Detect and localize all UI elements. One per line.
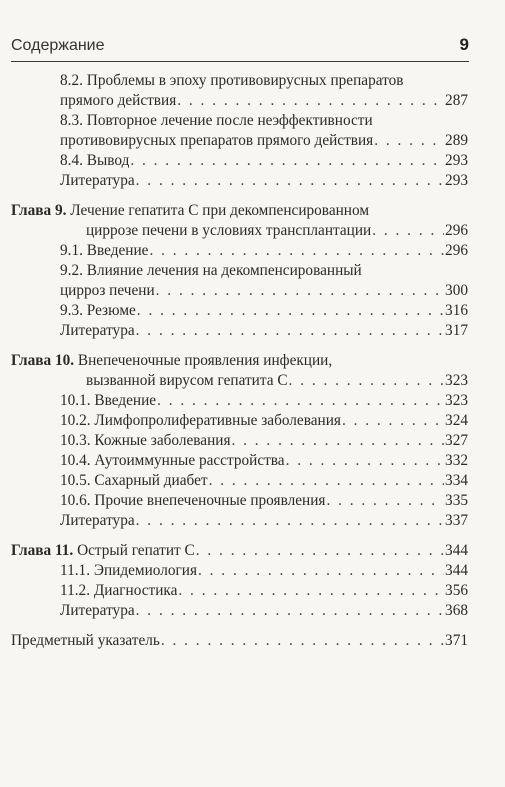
toc-entry-text: Литература xyxy=(60,322,135,339)
toc-entry-page: 323 xyxy=(445,392,468,409)
toc-entry-10-5 xyxy=(60,471,468,491)
toc-entry-page: 344 xyxy=(445,562,468,579)
leader-dots xyxy=(198,561,444,581)
toc-entry-page: 334 xyxy=(445,472,468,489)
chapter-title-first-line: Лечение гепатита С при декомпенсированном xyxy=(70,202,370,219)
leader-dots xyxy=(136,601,444,621)
toc-entry-text: Литература xyxy=(60,512,135,529)
toc-entry-page: 371 xyxy=(445,632,468,649)
toc-entry-text: 8.4. Вывод xyxy=(60,152,130,169)
toc-entry-references-ch11 xyxy=(60,601,468,621)
leader-dots xyxy=(130,151,444,171)
toc-entry-text: 9.3. Резюме xyxy=(60,302,136,319)
leader-dots xyxy=(286,451,444,471)
leader-dots xyxy=(289,371,445,391)
page-number: 9 xyxy=(459,35,469,54)
toc-entry-text: циррозе печени в условиях трансплантации xyxy=(86,222,372,239)
toc-chapter-11 xyxy=(11,541,468,561)
toc-entry-text: Предметный указатель xyxy=(11,632,160,649)
leader-dots xyxy=(136,321,444,341)
chapter-title-first-line: Внепеченочные проявления инфекции, xyxy=(77,352,333,369)
toc-entry-page: 317 xyxy=(445,322,468,339)
running-header-title: Содержание xyxy=(11,37,105,54)
toc-entry-page: 344 xyxy=(445,542,468,559)
leader-dots xyxy=(137,301,444,321)
toc-entry-10-4 xyxy=(60,451,468,471)
toc-chapter-10 xyxy=(86,371,468,391)
chapter-label: Глава 10. xyxy=(11,352,75,369)
toc-entry-page: 300 xyxy=(445,282,468,299)
toc-entry-page: 293 xyxy=(445,172,468,189)
toc-entry-text: 10.2. Лимфопролиферативные заболевания xyxy=(60,412,341,429)
leader-dots xyxy=(209,471,444,491)
leader-dots xyxy=(372,221,444,241)
toc-chapter-10-heading xyxy=(11,351,332,371)
leader-dots xyxy=(149,241,444,261)
toc-chapter-9-heading xyxy=(11,201,369,221)
toc-entry-8-2 xyxy=(60,91,468,111)
leader-dots xyxy=(157,391,444,411)
toc-chapter-9 xyxy=(86,221,468,241)
toc-entry-page: 337 xyxy=(445,512,468,529)
leader-dots xyxy=(136,171,444,191)
toc-entry-9-1 xyxy=(60,241,468,261)
toc-entry-text: 10.4. Аутоиммунные расстройства xyxy=(60,452,285,469)
toc-entry-page: 335 xyxy=(445,492,468,509)
leader-dots xyxy=(177,91,444,111)
toc-entry-10-6 xyxy=(60,491,468,511)
toc-entry-page: 293 xyxy=(445,152,468,169)
toc-entry-8-4 xyxy=(60,151,468,171)
toc-entry-references-ch8 xyxy=(60,171,468,191)
toc-entry-text: противовирусных препаратов прямого действия xyxy=(60,132,374,149)
toc-entry-page: 356 xyxy=(445,582,468,599)
toc-entry-11-2 xyxy=(60,581,468,601)
toc-entry-text: 11.1. Эпидемиология xyxy=(60,562,197,579)
toc-entry-10-3 xyxy=(60,431,468,451)
toc-entry-text xyxy=(11,541,195,561)
toc-entry-text: 11.2. Диагностика xyxy=(60,582,178,599)
chapter-title: Острый гепатит С xyxy=(77,542,195,559)
leader-dots xyxy=(156,281,444,301)
toc-entry-text: Литература xyxy=(60,602,135,619)
toc-entry-text: цирроз печени xyxy=(60,282,155,299)
toc-entry-page: 327 xyxy=(445,432,468,449)
leader-dots xyxy=(178,581,444,601)
toc-entry-references-ch9 xyxy=(60,321,468,341)
toc-entry-text: 10.3. Кожные заболевания xyxy=(60,432,231,449)
leader-dots xyxy=(161,631,444,651)
toc-entry-11-1 xyxy=(60,561,468,581)
toc-entry-page: 323 xyxy=(445,372,468,389)
toc-entry-page: 287 xyxy=(445,92,468,109)
toc-entry-page: 289 xyxy=(445,132,468,149)
toc-entry-9-2 xyxy=(60,281,468,301)
toc-entry-8-3-first-line: 8.3. Повторное лечение после неэффективности xyxy=(60,112,373,129)
toc-entry-text: вызванной вирусом гепатита С xyxy=(86,372,288,389)
toc-entry-page: 332 xyxy=(445,452,468,469)
toc-entry-page: 296 xyxy=(445,242,468,259)
toc-entry-subject-index xyxy=(11,631,468,651)
toc-entry-page: 296 xyxy=(445,222,468,239)
toc-entry-text: 9.1. Введение xyxy=(60,242,149,259)
toc-entry-text: 10.1. Введение xyxy=(60,392,157,409)
toc-entry-text: прямого действия xyxy=(60,92,177,109)
toc-entry-text: 10.5. Сахарный диабет xyxy=(60,472,208,489)
toc-entry-text: Литература xyxy=(60,172,135,189)
leader-dots xyxy=(342,411,444,431)
toc-entry-page: 316 xyxy=(445,302,468,319)
leader-dots xyxy=(374,131,444,151)
toc-entry-9-3 xyxy=(60,301,468,321)
toc-entry-10-1 xyxy=(60,391,468,411)
toc-entry-8-2-first-line: 8.2. Проблемы в эпоху противовирусных препаратов xyxy=(60,72,404,89)
leader-dots xyxy=(196,541,444,561)
chapter-label: Глава 11. xyxy=(11,542,74,559)
toc-entry-10-2 xyxy=(60,411,468,431)
leader-dots xyxy=(231,431,444,451)
leader-dots xyxy=(326,491,444,511)
chapter-label: Глава 9. xyxy=(11,202,67,219)
toc-entry-references-ch10 xyxy=(60,511,468,531)
toc-entry-9-2-first-line: 9.2. Влияние лечения на декомпенсированный xyxy=(60,262,362,279)
toc-entry-8-3 xyxy=(60,131,468,151)
toc-entry-page: 324 xyxy=(445,412,468,429)
running-header xyxy=(11,33,469,62)
toc-entry-page: 368 xyxy=(445,602,468,619)
toc-entry-text: 10.6. Прочие внепеченочные проявления xyxy=(60,492,326,509)
leader-dots xyxy=(136,511,444,531)
